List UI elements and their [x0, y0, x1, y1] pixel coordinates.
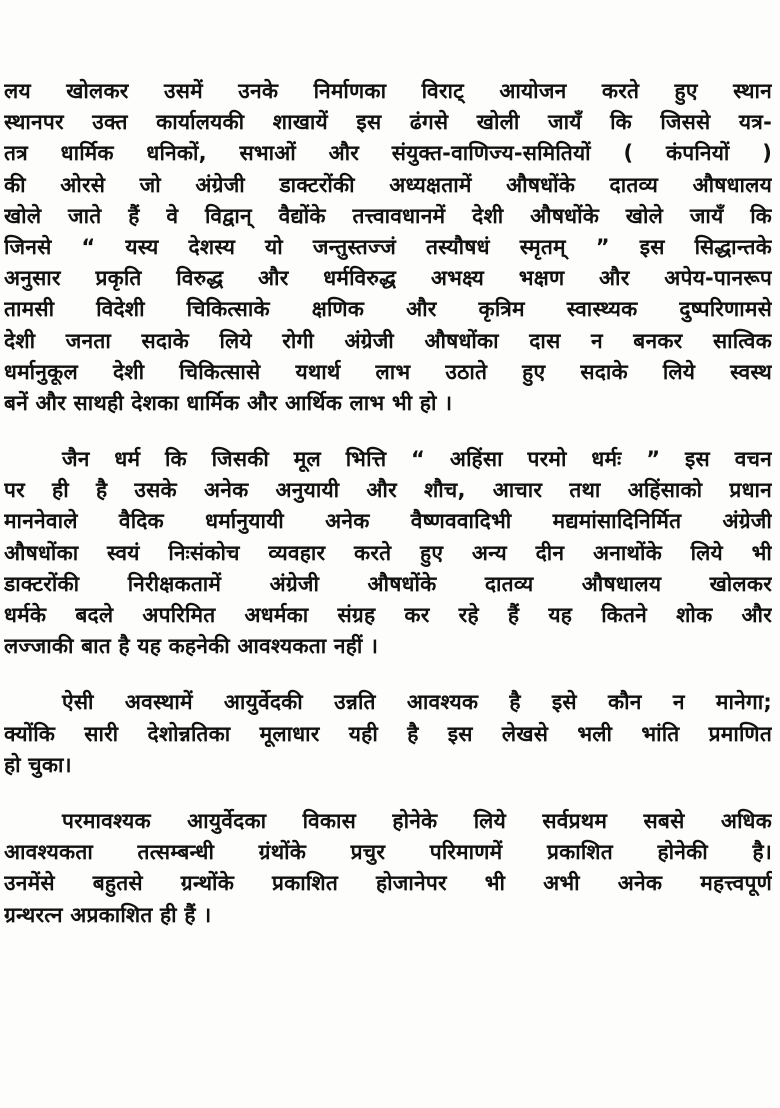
text-line: जिनसे “ यस्य देशस्य यो जन्तुस्तज्जं तस्यौषधं स्मृतम् ” इस सिद्धान्तके	[4, 234, 772, 259]
text-line: बनें और साथही देशका धार्मिक और आर्थिक लाभ भी हो ।	[4, 390, 453, 415]
body-text	[4, 76, 772, 931]
text-line: स्थानपर उक्त कार्यालयकी शाखायें इस ढंगसे खोली जायँ कि जिससे यत्र-	[4, 110, 772, 135]
text-line: ऐसी अवस्थामें आयुर्वेदकी उन्नति आवश्यक है इसे कौन न मानेगा;	[62, 690, 772, 715]
text-line: उनमेंसे बहुतसे ग्रन्थोंके प्रकाशित होजानेपर भी अभी अनेक महत्त्वपूर्ण	[4, 871, 772, 896]
text-line: क्योंकि सारी देशोन्नतिका मूलाधार यही है इस लेखसे भली भांति प्रमाणित	[4, 721, 772, 746]
paragraph-1	[4, 76, 772, 419]
text-line: लज्जाकी बात है यह कहनेकी आवश्यकता नहीं ।	[4, 634, 379, 659]
text-line: माननेवाले वैदिक धर्मानुयायी अनेक वैष्णववादिभी मद्यमांसादिनिर्मित अंग्रेजी	[4, 509, 772, 534]
text-line: देशी जनता सदाके लिये रोगी अंग्रेजी औषधोंका दास न बनकर सात्विक	[4, 328, 772, 353]
text-line: ग्रन्थरत्न अप्रकाशित ही हैं ।	[4, 902, 212, 927]
paragraph-4	[4, 806, 772, 931]
text-line: धर्मके बदले अपरिमित अधर्मका संग्रह कर रहे हैं यह कितने शोक और	[4, 603, 772, 627]
text-line: की ओरसे जो अंग्रेजी डाक्टरोंकी अध्यक्षतामें औषधोंके दातव्य औषधालय	[4, 172, 772, 197]
text-line: आवश्यकता तत्सम्बन्धी ग्रंथोंके प्रचुर परिमाणमें प्रकाशित होनेकी है।	[4, 840, 772, 865]
text-line: तामसी विदेशी चिकित्साके क्षणिक और कृत्रिम स्वास्थ्यक दुष्परिणामसे	[4, 297, 772, 322]
text-line: परमावश्यक आयुर्वेदका विकास होनेके लिये सर्वप्रथम सबसे अधिक	[62, 808, 772, 833]
text-line: लय खोलकर उसमें उनके निर्माणका विराट् आयोजन करते हुए स्थान	[4, 79, 772, 103]
text-line: डाक्टरोंकी निरीक्षकतामें अंग्रेजी औषधोंके दातव्य औषधालय खोलकर	[4, 571, 772, 596]
text-line: जैन धर्म कि जिसकी मूल भित्ति “ अहिंसा परमो धर्मः ” इस वचन	[62, 447, 772, 472]
text-line: औषधोंका स्वयं निःसंकोच व्यवहार करते हुए अन्य दीन अनाथोंके लिये भी	[4, 540, 772, 565]
text-line: तत्र धार्मिक धनिकों, सभाओं और संयुक्त-वाणिज्य-समितियों ( कंपनियों )	[4, 141, 772, 166]
paragraph-3	[4, 687, 772, 781]
text-line: खोले जाते हैं वे विद्वान् वैद्योंके तत्त्वावधानमें देशी औषधोंके खोले जायँ कि	[4, 203, 772, 228]
text-line: धर्मानुकूल देशी चिकित्सासे यथार्थ लाभ उठाते हुए सदाके लिये स्वस्थ	[4, 359, 772, 384]
text-line: पर ही है उसके अनेक अनुयायी और शौच, आचार तथा अहिंसाको प्रधान	[4, 478, 772, 503]
paragraph-2	[4, 444, 772, 662]
text-line: हो चुका।	[4, 752, 72, 777]
text-line: अनुसार प्रकृति विरुद्ध और धर्मविरुद्ध अभक्ष्य भक्षण और अपेय-पानरूप	[4, 266, 772, 291]
